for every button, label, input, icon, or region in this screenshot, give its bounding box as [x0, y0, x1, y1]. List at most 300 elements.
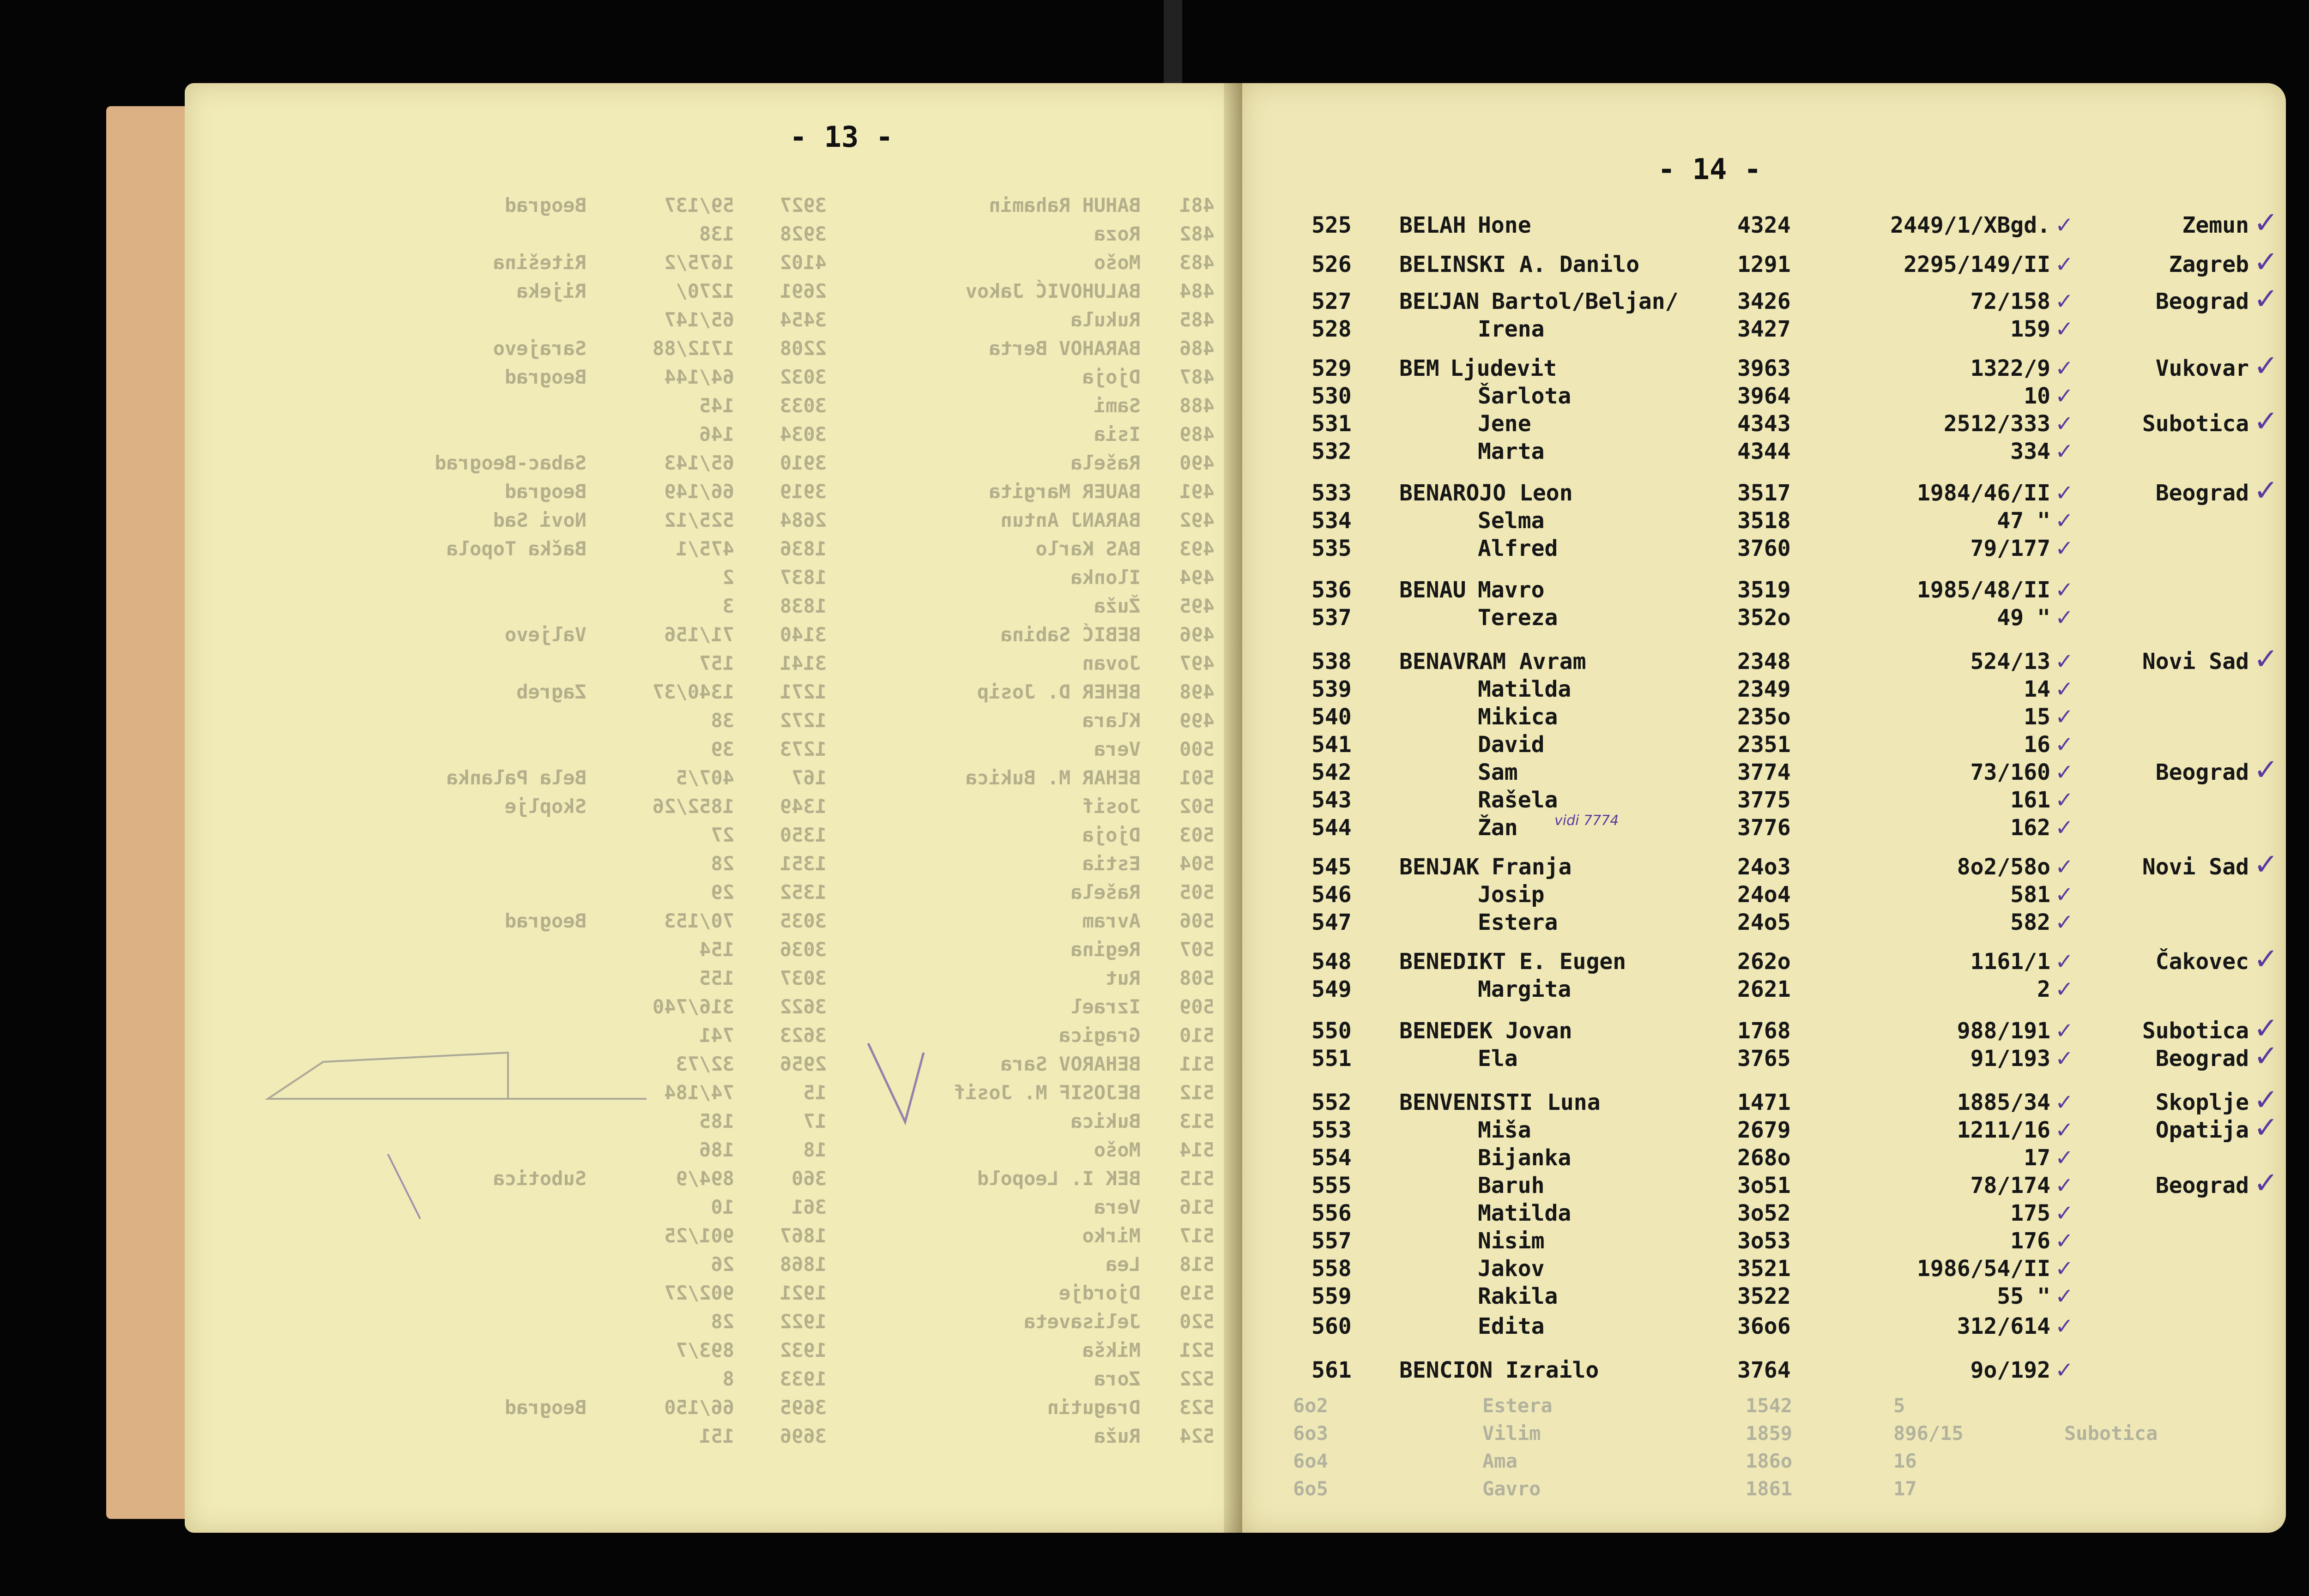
register-row	[1242, 383, 2286, 411]
bleed-name: Dragutin	[1047, 1396, 1141, 1419]
bleed-b: 1270/	[676, 280, 734, 302]
bleed-name: Ama	[1482, 1450, 1517, 1472]
check-mark-icon: ✓	[2055, 439, 2074, 464]
bleed-city: Zagreb	[516, 681, 586, 703]
reference-number: 8o2/58o	[1957, 854, 2050, 880]
bleed-no: 513	[1179, 1110, 1215, 1132]
bleed-no: 497	[1179, 652, 1215, 675]
bleed-a: 3622	[780, 995, 827, 1018]
reference-number: 55 "	[1997, 1283, 2050, 1309]
city: Novi Sad	[2142, 649, 2249, 675]
bleed-name: Izrael	[1070, 995, 1141, 1018]
given-name: Alfred	[1478, 536, 1558, 561]
reference-number: 162	[2010, 815, 2050, 841]
row-number: 541	[1312, 732, 1352, 758]
surname: BENAVRAM	[1399, 649, 1506, 675]
bleed-city: Bela Palanka	[446, 766, 586, 789]
bleed-a: 1272	[780, 709, 827, 732]
bleed-b: 1712/88	[652, 337, 734, 360]
city: Čakovec	[2155, 949, 2249, 975]
reference-number: 159	[2010, 316, 2050, 342]
bleed-b: 29	[711, 881, 734, 903]
check-mark-icon: ✓	[2254, 642, 2279, 676]
bleed-a: 1836	[780, 537, 827, 560]
bleed-no: 518	[1179, 1253, 1215, 1276]
check-mark-icon: ✓	[2055, 976, 2074, 1002]
reference-number: 2512/333	[1943, 411, 2050, 437]
bleed-a: 1837	[780, 566, 827, 589]
bleed-a: 3695	[780, 1396, 827, 1419]
bleed-b: 138	[699, 223, 734, 245]
register-row	[1242, 439, 2286, 466]
bleed-a: 3037	[780, 967, 827, 989]
register-number: 3764	[1737, 1357, 1791, 1383]
bleed-name: Vilim	[1482, 1422, 1541, 1445]
register-number: 3775	[1737, 787, 1791, 813]
bleed-a: 2691	[780, 280, 827, 302]
register-row	[1242, 942, 2286, 976]
reference-number: 334	[2010, 439, 2050, 464]
register-number: 3964	[1737, 383, 1791, 409]
register-number: 3522	[1737, 1283, 1791, 1309]
check-mark-icon: ✓	[2055, 909, 2074, 935]
bleed-city: Subotica	[2064, 1422, 2158, 1445]
row-number: 545	[1312, 854, 1352, 880]
register-row	[1242, 882, 2286, 909]
given-name: Josip	[1478, 882, 1545, 908]
bleed-name: Rašela	[1070, 452, 1141, 474]
bleed-no: 489	[1179, 423, 1215, 446]
reference-number: 2295/149/II	[1904, 252, 2050, 277]
city: Beograd	[2155, 480, 2249, 506]
register-row	[1242, 1256, 2286, 1283]
bleed-no: 514	[1179, 1138, 1215, 1161]
bleed-a: 1351	[780, 852, 827, 875]
bleed-b: 3	[722, 595, 734, 617]
given-name: Mikica	[1478, 704, 1558, 730]
city: Beograd	[2155, 759, 2249, 785]
check-mark-icon: ✓	[2055, 605, 2074, 631]
bleed-city: Bačka Topola	[446, 537, 586, 560]
city: Subotica	[2142, 411, 2249, 437]
city: Zagreb	[2169, 252, 2249, 277]
bleed-no: 6o2	[1293, 1394, 1328, 1417]
check-mark-icon: ✓	[2055, 289, 2074, 314]
bleed-a: 1349	[780, 795, 827, 818]
bleed-a: 3919	[780, 480, 827, 503]
bleed-a: 3036	[780, 938, 827, 961]
row-number: 544	[1312, 815, 1352, 841]
reference-number: 988/191	[1957, 1018, 2050, 1044]
bleed-no: 481	[1179, 194, 1215, 217]
reference-number: 175	[2010, 1200, 2050, 1226]
register-number: 3517	[1737, 480, 1791, 506]
surname: BEM	[1399, 355, 1439, 381]
bleed-a: 1273	[780, 738, 827, 760]
given-name: Nisim	[1478, 1228, 1545, 1254]
bleed-name: Mošo	[1094, 251, 1141, 274]
surname: BENJAK	[1399, 854, 1480, 880]
row-number: 561	[1312, 1357, 1352, 1383]
row-number: 528	[1312, 316, 1352, 342]
check-mark-icon: ✓	[2254, 1111, 2279, 1145]
register-number: 262o	[1737, 949, 1791, 975]
reference-number: 91/193	[1970, 1046, 2050, 1072]
bleed-a: 167	[792, 766, 827, 789]
bleed-b: 2	[722, 566, 734, 589]
bleed-b: 525/12	[664, 509, 734, 531]
bleed-name: BAUER Margita	[989, 480, 1141, 503]
bleed-city: Valjevo	[504, 623, 586, 646]
surname: BELINSKI	[1399, 252, 1506, 277]
check-mark-icon: ✓	[2254, 1039, 2279, 1073]
bleed-b: 27	[711, 824, 734, 846]
bleed-b: 71/156	[664, 623, 734, 646]
row-number: 553	[1312, 1117, 1352, 1143]
row-number: 546	[1312, 882, 1352, 908]
check-mark-icon: ✓	[2055, 815, 2074, 841]
check-mark-icon: ✓	[2254, 282, 2279, 316]
city: Beograd	[2155, 1173, 2249, 1199]
bleed-b: 151	[699, 1425, 734, 1447]
bleed-name: Djordje	[1058, 1282, 1141, 1304]
given-name: Jene	[1478, 411, 1531, 437]
bleed-no: 498	[1179, 681, 1215, 703]
row-number: 543	[1312, 787, 1352, 813]
bleed-b: 316/740	[652, 995, 734, 1018]
bleed-no: 490	[1179, 452, 1215, 474]
bleed-no: 509	[1179, 995, 1215, 1018]
bleed-city: Beograd	[504, 366, 586, 388]
row-number: 550	[1312, 1018, 1352, 1044]
bleed-name: Isia	[1094, 423, 1141, 446]
register-row	[1242, 206, 2286, 240]
bleed-name: Vera	[1094, 1196, 1141, 1218]
register-row	[1242, 316, 2286, 344]
bleed-b: 901/25	[664, 1224, 734, 1247]
register-number: 24o5	[1737, 909, 1791, 935]
register-row	[1242, 1111, 2286, 1145]
row-number: 540	[1312, 704, 1352, 730]
reference-number: 10	[2024, 383, 2050, 409]
reference-number: 524/13	[1970, 649, 2050, 675]
bleed-a: 4102	[780, 251, 827, 274]
reference-number: 14	[2024, 676, 2050, 702]
given-name: Rašela	[1478, 787, 1558, 813]
bleed-b: 741	[699, 1024, 734, 1047]
register-number: 3o51	[1737, 1173, 1791, 1199]
bleed-b: 39	[711, 738, 734, 760]
reference-number: 73/160	[1970, 759, 2050, 785]
check-mark-icon: ✓	[2055, 1046, 2074, 1072]
register-row	[1242, 815, 2286, 843]
given-name: E. Eugen	[1519, 949, 1626, 975]
check-mark-icon: ✓	[2055, 676, 2074, 702]
bleed-no: 522	[1179, 1367, 1215, 1390]
bleed-a: 186o	[1746, 1450, 1793, 1472]
bleed-no: 484	[1179, 280, 1215, 302]
given-name: Hone	[1478, 212, 1531, 238]
bleed-b: 70/153	[664, 909, 734, 932]
row-number: 537	[1312, 605, 1352, 631]
check-mark-icon: ✓	[2055, 732, 2074, 758]
bleed-a: 3454	[780, 308, 827, 331]
register-number: 2351	[1737, 732, 1791, 758]
bleed-b: 896/15	[1893, 1422, 1964, 1445]
bleed-a: 1868	[780, 1253, 827, 1276]
register-row	[1242, 976, 2286, 1004]
bleed-no: 517	[1179, 1224, 1215, 1247]
bleed-a: 3141	[780, 652, 827, 675]
bleed-name: Jelisaveta	[1024, 1310, 1141, 1333]
given-name: Rakila	[1478, 1283, 1558, 1309]
bleed-b: 157	[699, 652, 734, 675]
check-mark-icon: ✓	[2254, 942, 2279, 976]
bleed-no: 494	[1179, 566, 1215, 589]
bleed-b: 1852/26	[652, 795, 734, 818]
reference-number: 161	[2010, 787, 2050, 813]
register-number: 3426	[1737, 289, 1791, 314]
check-mark-icon: ✓	[2055, 1283, 2074, 1309]
given-name: A. Danilo	[1519, 252, 1640, 277]
bleed-a: 3034	[780, 423, 827, 446]
margin-note: vidi 7774	[1554, 813, 1619, 829]
surname: BENEDIKT	[1399, 949, 1506, 975]
bleed-b: 16	[1893, 1450, 1917, 1472]
reference-number: 49 "	[1997, 605, 2050, 631]
bleed-name: BEBIĆ Sabina	[1000, 623, 1141, 646]
bleed-no: 6o4	[1293, 1450, 1328, 1472]
city: Skoplje	[2155, 1090, 2249, 1115]
register-row	[1242, 1200, 2286, 1228]
bleed-city: Rijeka	[516, 280, 586, 302]
check-mark-icon: ✓	[2055, 704, 2074, 730]
bleed-no: 6o3	[1293, 1422, 1328, 1445]
bleed-b: 1675/2	[664, 251, 734, 274]
check-mark-icon: ✓	[2055, 1173, 2074, 1199]
city: Novi Sad	[2142, 854, 2249, 880]
bleed-name: BEHER D. Josip	[977, 681, 1141, 703]
bleed-name: Regina	[1070, 938, 1141, 961]
given-name: Leon	[1519, 480, 1573, 506]
given-name: Selma	[1478, 508, 1545, 534]
city: Beograd	[2155, 1046, 2249, 1072]
bleed-a: 1932	[780, 1339, 827, 1361]
row-number: 539	[1312, 676, 1352, 702]
register-number: 1768	[1737, 1018, 1791, 1044]
register-row	[1242, 245, 2286, 279]
register-row	[1242, 577, 2286, 605]
given-name: Izrailo	[1505, 1357, 1599, 1383]
bleed-city: Ritešina	[493, 251, 586, 274]
check-mark-icon: ✓	[2055, 536, 2074, 561]
bleed-b: 145	[699, 394, 734, 417]
row-number: 530	[1312, 383, 1352, 409]
check-mark-icon: ✓	[2055, 1090, 2074, 1115]
bleed-city: Subotica	[493, 1167, 586, 1190]
row-number: 535	[1312, 536, 1352, 561]
bleed-a: 17	[803, 1110, 827, 1132]
bleed-city: Beograd	[504, 909, 586, 932]
reference-number: 79/177	[1970, 536, 2050, 561]
register-number: 3774	[1737, 759, 1791, 785]
bleed-name: Mošo	[1094, 1138, 1141, 1161]
bleed-name: Gragica	[1058, 1024, 1141, 1047]
bleed-a: 2684	[780, 509, 827, 531]
register-row	[1242, 1012, 2286, 1046]
bleed-b: 893/7	[676, 1339, 734, 1361]
given-name: Edita	[1478, 1313, 1545, 1339]
register-row	[1242, 642, 2286, 676]
check-mark-icon: ✓	[2055, 882, 2074, 908]
bleed-name: Mikša	[1082, 1339, 1141, 1361]
bleed-no: 510	[1179, 1024, 1215, 1047]
city: Zemun	[2182, 212, 2249, 238]
register-number: 3o52	[1737, 1200, 1791, 1226]
check-mark-icon: ✓	[2055, 1256, 2074, 1282]
reference-number: 17	[2024, 1145, 2050, 1171]
bleed-city: Beograd	[504, 480, 586, 503]
bleed-name: Mirko	[1082, 1224, 1141, 1247]
bleed-b: 26	[711, 1253, 734, 1276]
row-number: 529	[1312, 355, 1352, 381]
check-mark-icon: ✓	[2055, 1228, 2074, 1254]
bleed-b: 10	[711, 1196, 734, 1218]
row-number: 526	[1312, 252, 1352, 277]
register-number: 3521	[1737, 1256, 1791, 1282]
given-name: Sam	[1478, 759, 1518, 785]
surname: BENCION	[1399, 1357, 1493, 1383]
register-number: 3o53	[1737, 1228, 1791, 1254]
bleed-a: 1271	[780, 681, 827, 703]
register-row	[1242, 474, 2286, 508]
given-name: Žan	[1478, 815, 1518, 841]
bleed-no: 488	[1179, 394, 1215, 417]
reference-number: 47 "	[1997, 508, 2050, 534]
register-number: 24o4	[1737, 882, 1791, 908]
row-number: 559	[1312, 1283, 1352, 1309]
bleed-a: 3928	[780, 223, 827, 245]
bleed-a: 3927	[780, 194, 827, 217]
bleed-row	[1242, 1394, 2286, 1422]
bleed-b: 32/73	[676, 1053, 734, 1075]
bleed-no: 508	[1179, 967, 1215, 989]
city: Vukovar	[2155, 355, 2249, 381]
check-mark-icon: ✓	[2055, 1357, 2074, 1383]
bleed-name: BEHAR M. Bukica	[965, 766, 1141, 789]
register-row	[1242, 1145, 2286, 1173]
row-number: 538	[1312, 649, 1352, 675]
bleed-b: 5	[1893, 1394, 1905, 1417]
bleed-no: 486	[1179, 337, 1215, 360]
bleed-no: 521	[1179, 1339, 1215, 1361]
bleed-a: 1922	[780, 1310, 827, 1333]
bleed-name: Žuža	[1094, 595, 1141, 617]
check-mark-icon: ✓	[2055, 1313, 2074, 1339]
bleed-name: Lea	[1106, 1253, 1141, 1276]
bleed-b: 894/9	[676, 1167, 734, 1190]
bleed-name: Gavro	[1482, 1477, 1541, 1500]
row-number: 557	[1312, 1228, 1352, 1254]
bleed-b: 186	[699, 1138, 734, 1161]
bleed-b: 65/143	[664, 452, 734, 474]
given-name: Baruh	[1478, 1173, 1545, 1199]
register-row	[1242, 1039, 2286, 1073]
register-row	[1242, 787, 2286, 815]
bleed-name: Djoja	[1082, 824, 1141, 846]
bleed-no: 503	[1179, 824, 1215, 846]
given-name: Luna	[1547, 1090, 1601, 1115]
check-mark-icon: ✓	[2055, 787, 2074, 813]
register-row	[1242, 349, 2286, 383]
bleed-b: 38	[711, 709, 734, 732]
bleed-name: BALUHOVIĆ Jakov	[965, 280, 1141, 302]
bleed-no: 515	[1179, 1167, 1215, 1190]
register-row	[1242, 282, 2286, 316]
given-name: Jovan	[1505, 1018, 1572, 1044]
row-number: 533	[1312, 480, 1352, 506]
bleed-a: 1350	[780, 824, 827, 846]
bleed-name: Djoja	[1082, 366, 1141, 388]
surname: BENVENISTI	[1399, 1090, 1533, 1115]
bleed-name: Jovan	[1082, 652, 1141, 675]
check-mark-icon: ✓	[2055, 577, 2074, 603]
reference-number: 1984/46/II	[1917, 480, 2050, 506]
bleed-name: BEHAROV Sara	[1000, 1053, 1141, 1075]
check-mark-icon: ✓	[2055, 1200, 2074, 1226]
register-number: 3765	[1737, 1046, 1791, 1072]
check-mark-icon: ✓	[2055, 854, 2074, 880]
bleed-no: 504	[1179, 852, 1215, 875]
register-row	[1242, 848, 2286, 882]
bleed-a: 1352	[780, 881, 827, 903]
register-row	[1242, 1313, 2286, 1341]
reference-number: 1322/9	[1970, 355, 2050, 381]
bleed-name: Estia	[1082, 852, 1141, 875]
row-number: 558	[1312, 1256, 1352, 1282]
reference-number: 16	[2024, 732, 2050, 758]
check-mark-icon: ✓	[2254, 848, 2279, 882]
bleed-row	[1242, 1422, 2286, 1450]
check-mark-icon: ✓	[2254, 245, 2279, 279]
row-number: 536	[1312, 577, 1352, 603]
row-number: 552	[1312, 1090, 1352, 1115]
reference-number: 15	[2024, 704, 2050, 730]
check-mark-icon: ✓	[2055, 1018, 2074, 1044]
register-number: 2348	[1737, 649, 1791, 675]
check-mark-icon: ✓	[2055, 949, 2074, 975]
reference-number: 2	[2037, 976, 2050, 1002]
check-mark-icon: ✓	[2254, 1166, 2279, 1200]
given-name: Mavro	[1478, 577, 1545, 603]
row-number: 542	[1312, 759, 1352, 785]
row-number: 549	[1312, 976, 1352, 1002]
given-name: Avram	[1519, 649, 1586, 675]
reference-number: 78/174	[1970, 1173, 2050, 1199]
bleed-a: 18	[803, 1138, 827, 1161]
bleed-name: BARAHOV Berta	[989, 337, 1141, 360]
reference-number: 2449/1/XBgd.	[1890, 212, 2050, 238]
check-mark-icon: ✓	[2254, 1012, 2279, 1046]
register-number: 3518	[1737, 508, 1791, 534]
city: Beograd	[2155, 289, 2249, 314]
given-name: Ela	[1478, 1046, 1518, 1072]
register-number: 3427	[1737, 316, 1791, 342]
bleed-no: 524	[1179, 1425, 1215, 1447]
bleed-name: Vera	[1094, 738, 1141, 760]
bleed-name: Josif	[1082, 795, 1141, 818]
given-name: Ljudevit	[1450, 355, 1557, 381]
